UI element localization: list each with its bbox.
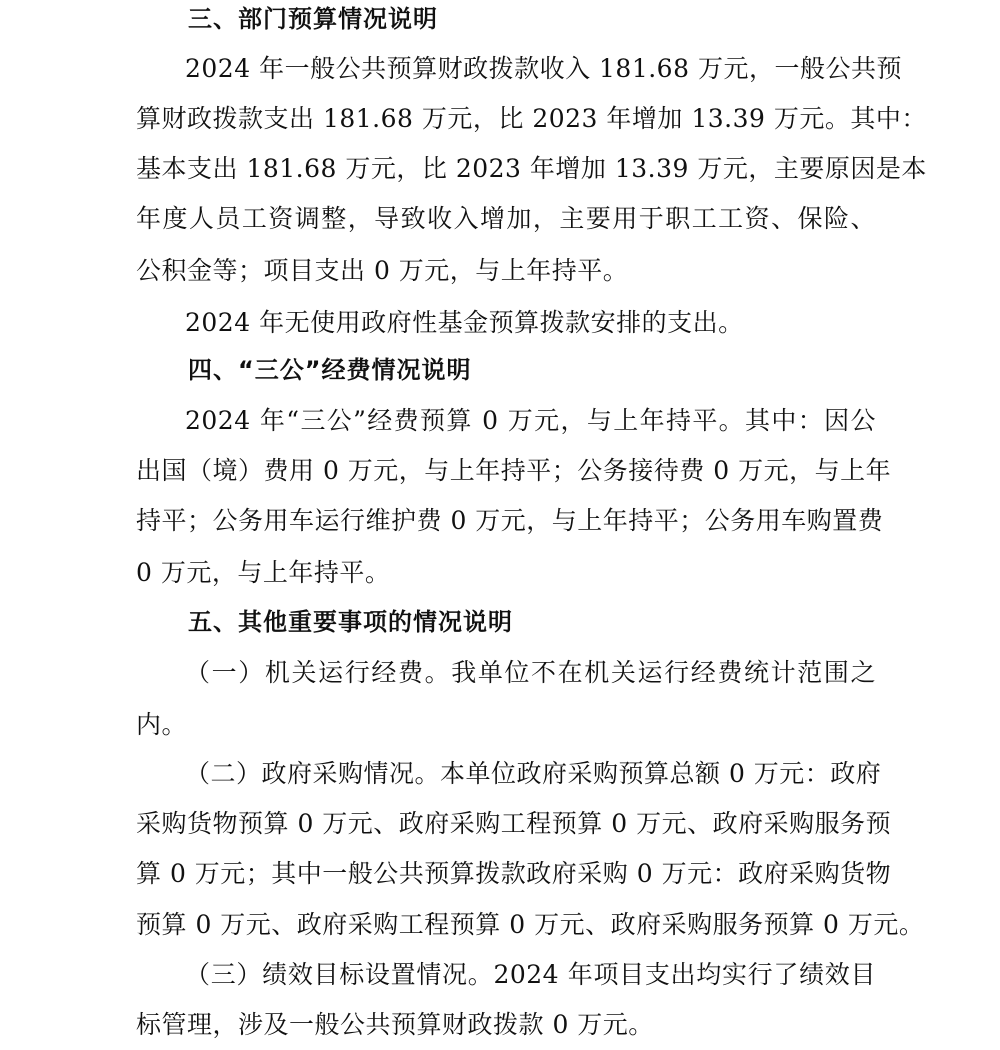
line-text: 出国（境）费用 0 万元，与上年持平；公务接待费 0 万元，与上年 — [136, 456, 892, 485]
heading-text: 四、“三公”经费情况说明 — [188, 356, 472, 384]
line-text: 0 万元，与上年持平。 — [136, 558, 391, 587]
line-text: 公积金等；项目支出 0 万元，与上年持平。 — [136, 256, 629, 285]
paragraph-line — [0, 44, 1000, 94]
paragraph-line — [0, 446, 1000, 496]
line-text: 算财政拨款支出 181.68 万元，比 2023 年增加 13.39 万元。其中： — [136, 104, 927, 133]
line-text: 标管理，涉及一般公共预算财政拨款 0 万元。 — [136, 1010, 654, 1039]
paragraph-line — [0, 900, 1000, 950]
line-text: 内。 — [136, 710, 188, 739]
paragraph-line — [0, 94, 1000, 144]
line-text: 年度人员工资调整，导致收入增加，主要用于职工工资、保险、 — [136, 204, 876, 233]
section-heading-other-matters — [0, 597, 1000, 647]
line-text: 2024 年“三公”经费预算 0 万元，与上年持平。其中：因公 — [185, 406, 876, 435]
section-heading-budget — [0, 0, 1000, 44]
paragraph-line — [0, 548, 1000, 598]
paragraph-line — [0, 396, 1000, 446]
paragraph-line — [0, 144, 1000, 194]
line-text: 预算 0 万元、政府采购工程预算 0 万元、政府采购服务预算 0 万元。 — [136, 910, 925, 939]
line-text: （二）政府采购情况。本单位政府采购预算总额 0 万元：政府 — [185, 759, 882, 788]
paragraph-line — [0, 849, 1000, 899]
paragraph-line — [0, 298, 1000, 348]
line-text: 算 0 万元；其中一般公共预算拨款政府采购 0 万元：政府采购货物 — [136, 859, 892, 888]
heading-text: 三、部门预算情况说明 — [188, 5, 438, 33]
line-text: （三）绩效目标设置情况。2024 年项目支出均实行了绩效目 — [185, 960, 876, 989]
section-heading-three-public — [0, 345, 1000, 395]
line-text: 2024 年无使用政府性基金预算拨款安排的支出。 — [185, 308, 744, 337]
paragraph-line — [0, 648, 1000, 698]
paragraph-line — [0, 496, 1000, 546]
line-text: 采购货物预算 0 万元、政府采购工程预算 0 万元、政府采购服务预 — [136, 809, 892, 838]
line-text: 2024 年一般公共预算财政拨款收入 181.68 万元，一般公共预 — [185, 54, 902, 83]
line-text: （一）机关运行经费。我单位不在机关运行经费统计范围之 — [185, 658, 876, 687]
paragraph-line — [0, 799, 1000, 849]
paragraph-line — [0, 700, 1000, 750]
line-text: 基本支出 181.68 万元，比 2023 年增加 13.39 万元，主要原因是本 — [136, 154, 927, 183]
paragraph-line — [0, 194, 1000, 244]
paragraph-line — [0, 749, 1000, 799]
line-text: 持平；公务用车运行维护费 0 万元，与上年持平；公务用车购置费 — [136, 506, 884, 535]
heading-text: 五、其他重要事项的情况说明 — [188, 608, 513, 636]
paragraph-line — [0, 950, 1000, 1000]
paragraph-line — [0, 246, 1000, 296]
